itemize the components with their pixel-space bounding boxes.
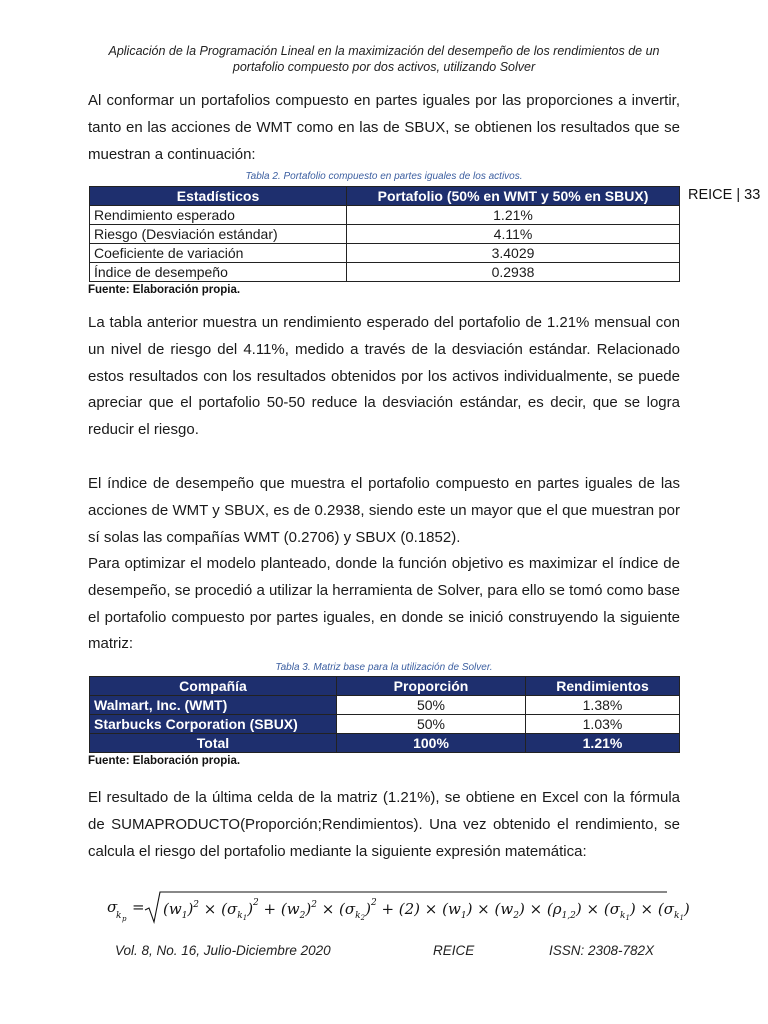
table-header-row bbox=[90, 187, 680, 206]
paragraph-sumproduct: El resultado de la última celda de la matriz (1.21%), se obtiene en Excel con la fórmula de SUMAPRODUCTO(Proporción;Rendimientos). Una vez obtenido el rendimiento, se calcula el riesgo del portafolio mediante la siguiente expresión matemática: bbox=[88, 789, 680, 860]
footer-volume: Vol. 8, No. 16, Julio-Diciembre 2020 bbox=[115, 943, 331, 958]
row-label: Índice de desempeño bbox=[90, 263, 347, 282]
footer-issn: ISSN: 2308-782X bbox=[549, 943, 655, 958]
header-line-2: portafolio compuesto por dos activos, utilizando Solver bbox=[232, 60, 536, 74]
company-cell: Starbucks Corporation (SBUX) bbox=[90, 715, 337, 734]
table-row bbox=[90, 715, 680, 734]
portfolio-risk-formula bbox=[107, 888, 690, 928]
table-header-row bbox=[90, 677, 680, 696]
header-cell: Proporción bbox=[337, 677, 526, 696]
footer-journal: REICE bbox=[433, 943, 475, 958]
table-solver-matrix bbox=[89, 676, 680, 753]
page-side-label: REICE | 33 bbox=[688, 187, 761, 203]
company-cell: Walmart, Inc. (WMT) bbox=[90, 696, 337, 715]
table-row bbox=[90, 696, 680, 715]
svg-text:p: p bbox=[122, 915, 127, 923]
total-return: 1.21% bbox=[526, 734, 680, 753]
row-value: 1.21% bbox=[347, 206, 680, 225]
svg-text:σ: σ bbox=[107, 898, 118, 916]
table2-source: Fuente: Elaboración propia. bbox=[88, 284, 241, 296]
paragraph-analysis: La tabla anterior muestra un rendimiento esperado del portafolio de 1.21% mensual con un nivel de riesgo del 4.11%, medido a través de la desviación estándar. Relacionado estos resultados con los resultados obtenidos por los activos individualmente, se puede apreciar que el portafolio 50-50 reduce la desviación estándar, es decir, que se logra reducir el riesgo. bbox=[88, 314, 680, 439]
row-value: 3.4029 bbox=[347, 244, 680, 263]
table2-caption: Tabla 2. Portafolio compuesto en partes iguales de los activos. bbox=[245, 171, 523, 182]
paragraph-optimization: Para optimizar el modelo planteado, donde la función objetivo es maximizar el índice de desempeño, se procedió a utilizar la herramienta de Solver, para ello se tomó como base el portafolio compuesto por partes iguales, en donde se inició construyendo la siguiente matriz: bbox=[88, 555, 680, 653]
proportion-cell: 50% bbox=[337, 715, 526, 734]
svg-text:(w1)2 × (σk1)2 + (w2)2 × (σk2): $(w_1)^2 \times (\sigma_k1)^2 + (w_2)^2 \times (\sigma_k2)^2 + (2) \times (w_1) \times (w_2) \times (\rho_{1,2}) \times (\sigma_k1) \times (\sigma_k1)$ bbox=[163, 898, 690, 922]
total-proportion: 100% bbox=[337, 734, 526, 753]
table-portfolio-stats bbox=[89, 186, 680, 282]
running-header bbox=[80, 43, 688, 75]
table-row bbox=[90, 244, 680, 263]
table-total-row bbox=[90, 734, 680, 753]
row-label: Rendimiento esperado bbox=[90, 206, 347, 225]
table-row bbox=[90, 263, 680, 282]
return-cell: 1.38% bbox=[526, 696, 680, 715]
row-label: Riesgo (Desviación estándar) bbox=[90, 225, 347, 244]
row-value: 0.2938 bbox=[347, 263, 680, 282]
table3-caption: Tabla 3. Matriz base para la utilización de Solver. bbox=[275, 662, 493, 673]
svg-text:=: = bbox=[132, 898, 145, 916]
header-line-1: Aplicación de la Programación Lineal en la maximización del desempeño de los rendimientos de un bbox=[108, 44, 660, 58]
table-row bbox=[90, 206, 680, 225]
paragraph-intro: Al conformar un portafolios compuesto en partes iguales por las proporciones a invertir, tanto en las acciones de WMT como en las de SBUX, se obtienen los resultados que se muestran a continuación: bbox=[88, 92, 680, 163]
table3-source: Fuente: Elaboración propia. bbox=[88, 755, 241, 767]
row-label: Coeficiente de variación bbox=[90, 244, 347, 263]
header-cell: Portafolio (50% en WMT y 50% en SBUX) bbox=[347, 187, 680, 206]
header-cell: Compañía bbox=[90, 677, 337, 696]
return-cell: 1.03% bbox=[526, 715, 680, 734]
formula-graphic bbox=[107, 888, 690, 928]
svg-text:k: k bbox=[116, 911, 122, 921]
header-cell: Rendimientos bbox=[526, 677, 680, 696]
proportion-cell: 50% bbox=[337, 696, 526, 715]
header-cell: Estadísticos bbox=[90, 187, 347, 206]
total-label: Total bbox=[90, 734, 337, 753]
paragraph-performance-index: El índice de desempeño que muestra el portafolio compuesto en partes iguales de las acciones de WMT y SBUX, es de 0.2938, siendo este un mayor que el que muestran por sí solas las compañías WMT (0.2706) y SBUX (0.1852). bbox=[88, 475, 680, 546]
row-value: 4.11% bbox=[347, 225, 680, 244]
table-row bbox=[90, 225, 680, 244]
